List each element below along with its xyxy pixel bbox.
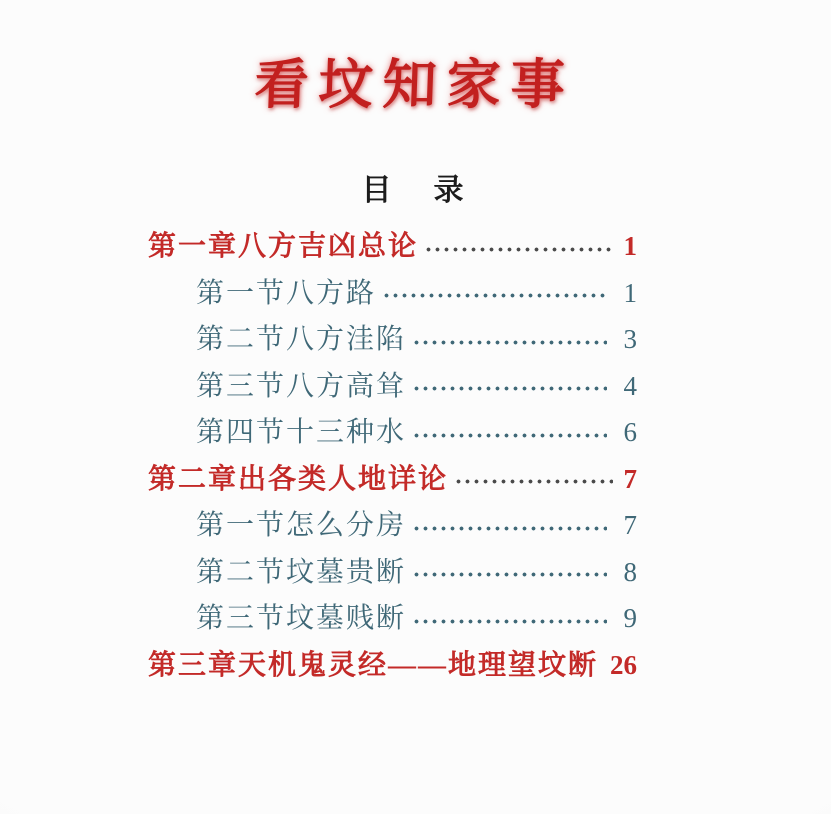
toc-entry-label: 第四节十三种水 [196, 417, 407, 448]
toc-entry-label: 第一节怎么分房 [196, 510, 407, 541]
toc-entry-section [148, 549, 637, 596]
dot-leader [412, 502, 607, 549]
toc-page-number: 9 [623, 603, 637, 633]
toc-entry-label: 第一章八方吉凶总论 [148, 231, 419, 262]
toc-entry-label: 第二章出各类人地详论 [148, 463, 449, 495]
toc-heading: 目 录 [361, 174, 470, 207]
toc-entry-section [148, 316, 637, 363]
dot-leader [412, 409, 607, 456]
toc-entry-label: 第一节八方路 [196, 277, 377, 309]
toc-entry-label: 第三章天机鬼灵经——地理望坟断 [148, 649, 599, 681]
toc-entry-chapter [148, 642, 637, 689]
dot-leader [412, 316, 607, 363]
toc-page-number: 8 [623, 556, 637, 587]
toc-page-number: 7 [623, 510, 637, 540]
dot-leader [412, 549, 607, 596]
toc-entry-chapter [148, 456, 637, 503]
toc-entry-section [148, 409, 637, 456]
toc-page-number: 1 [623, 277, 637, 308]
toc-entry-label: 第三节八方高耸 [196, 370, 407, 402]
toc-entry-section [148, 270, 637, 317]
toc-list [148, 223, 637, 688]
toc-page-number: 1 [623, 231, 637, 261]
toc-entry-section [148, 595, 637, 642]
dot-leader [412, 363, 607, 410]
toc-page-number: 3 [623, 324, 637, 354]
toc-entry-section [148, 363, 637, 410]
book-title: 看坟知家事 [253, 55, 576, 115]
toc-entry-label: 第二节八方洼陷 [196, 324, 407, 355]
dot-leader [454, 456, 613, 503]
toc-entry-label: 第二节坟墓贵断 [196, 556, 407, 588]
dot-leader [604, 642, 606, 689]
toc-page-number: 4 [623, 370, 637, 401]
dot-leader [424, 223, 613, 270]
toc-entry-chapter [148, 223, 637, 270]
toc-page-number: 7 [623, 463, 637, 494]
toc-page-number: 6 [623, 417, 637, 447]
dot-leader [382, 270, 607, 317]
dot-leader [412, 595, 607, 642]
toc-entry-label: 第三节坟墓贱断 [196, 603, 407, 634]
toc-entry-section [148, 502, 637, 549]
toc-page-number: 26 [610, 649, 637, 680]
